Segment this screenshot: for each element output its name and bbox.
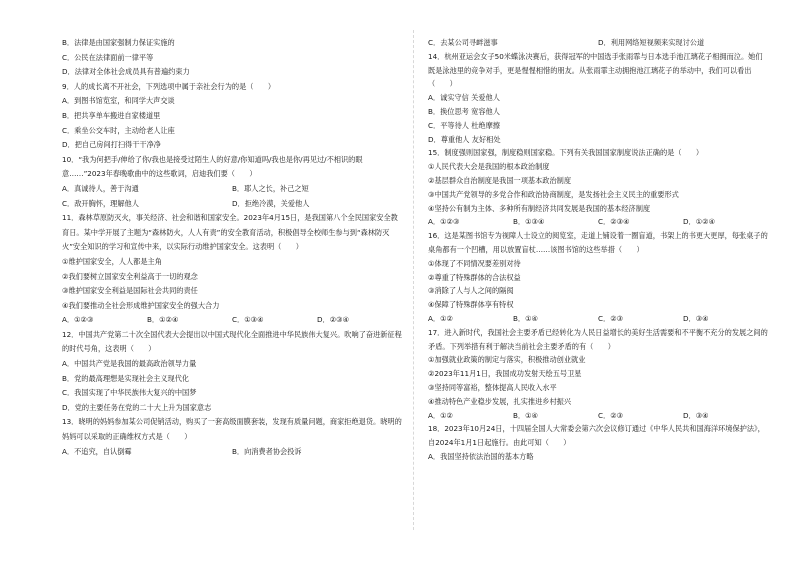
- q9-option-d: D．把自己房间打扫得干干净净: [62, 140, 161, 150]
- q14-stem: 14．杭州亚运会女子50米蝶泳决赛后，获得冠军的中国选手张雨霏与日本选手池江璃花子相拥而泣。她们既是泳池里的竞争对手，更是惺惺相惜的朋友。从张雨霏主动拥抱池江璃花子的举动中，我们可以看出（ ）: [428, 51, 763, 89]
- left-column: [62, 36, 402, 459]
- q16-options: [428, 312, 768, 326]
- q11-item-2: ②我们要树立国家安全利益高于一切的观念: [62, 271, 198, 281]
- q17-option-b: B．①④: [513, 410, 539, 420]
- q9-option-c: C．乘坐公交车时，主动给老人让座: [62, 125, 175, 135]
- q16-item-4: ④保障了特殊群体享有特权: [428, 300, 514, 310]
- q13-option-a: A．不追究，自认倒霉: [62, 446, 132, 456]
- q11-item-4: ④我们要推动全社会形成维护国家安全的强大合力: [62, 300, 220, 310]
- q11-item-3: ③维护国家安全利益是国际社会共同的责任: [62, 286, 198, 296]
- q9-option-a: A．到图书馆览室，和同学大声交谈: [62, 96, 175, 106]
- q11-options: [62, 313, 402, 328]
- q16-option-d: D．③④: [683, 313, 709, 323]
- q10-options-row1: [62, 182, 402, 197]
- q15-option-b: B．①③④: [513, 217, 545, 227]
- q15-option-c: C．②③④: [598, 217, 630, 227]
- q13-option-d: D．利用网络短视频来实现讨公道: [598, 38, 705, 47]
- q12-stem: 12．中国共产党第二十次全国代表大会提出以中国式现代化全面推进中华民族伟大复兴。吹响了奋进新征程的时代号角，这表明（ ）: [62, 329, 402, 354]
- q12-option-c: C．我国实现了中华民族伟大复兴的中国梦: [62, 388, 197, 398]
- q16-option-c: C．②③: [598, 313, 624, 323]
- q17-item-1: ①加强就业政策的制定与落实，积极推动创业就业: [428, 355, 586, 365]
- q15-stem: 15．制度强则国家强，制度稳则国家稳。下列有关我国国家制度说法正确的是（ ）: [428, 148, 704, 158]
- q11-option-c: C．①③④: [232, 315, 264, 325]
- q11-option-b: B．①②④: [147, 315, 179, 325]
- q10-option-a: A．真诚待人，善于沟通: [62, 183, 139, 193]
- q17-stem: 17．进入新时代，我国社会主要矛盾已经转化为人民日益增长的美好生活需要和不平衡不充分的发展之间的矛盾。下列举措有利于解决当前社会主要矛盾的有（ ）: [428, 327, 768, 351]
- q13-option-c: C．去某公司寻衅滋事: [428, 38, 498, 47]
- q13-options-row1: [62, 445, 402, 460]
- q16-item-2: ②尊重了特殊群体的合法权益: [428, 272, 521, 282]
- q12-option-b: B．党的最高理想是实现社会主义现代化: [62, 373, 190, 383]
- right-column: [428, 36, 768, 464]
- q9-stem: 9．人的成长离不开社会，下列选项中属于亲社会行为的是（ ）: [62, 81, 276, 91]
- q15-option-a: A．①②③: [428, 217, 460, 227]
- q17-option-c: C．②③: [598, 410, 624, 420]
- q11-option-d: D．②③④: [317, 315, 350, 325]
- q17-options: [428, 409, 768, 423]
- q10-options-row2: [62, 197, 402, 212]
- q16-item-1: ①体现了不同情况要差别对待: [428, 258, 521, 268]
- q14-option-b: B．换位思考 宽容他人: [428, 106, 500, 116]
- q18-stem: 18．2023年10月24日，十四届全国人大常委会第六次会议修订通过《中华人民共和国海洋环境保护法》，自2024年1月1日起施行。由此可知（ ）: [428, 424, 765, 448]
- q13-stem: 13．晓明的妈妈参加某公司促销活动，购买了一套高级面膜套装，发现有质量问题，商家拒绝退货。晓明的妈妈可以采取的正确维权方式是（ ）: [62, 417, 402, 442]
- q14-option-c: C．平等待人 杜绝摩擦: [428, 120, 500, 130]
- q17-item-4: ④推动特色产业稳步发展，扎实推进乡村振兴: [428, 396, 572, 406]
- q16-item-3: ③消除了人与人之间的隔阂: [428, 286, 514, 296]
- q18-option-a: A．我国坚持依法治国的基本方略: [428, 451, 534, 461]
- q13-options-row2: [428, 36, 768, 50]
- q15-item-1: ①人民代表大会是我国的根本政治制度: [428, 162, 550, 172]
- q12-option-a: A．中国共产党是我国的最高政治领导力量: [62, 359, 197, 369]
- q10-option-d: D．拒绝冷漠，关爱他人: [232, 198, 310, 208]
- q12-option-d: D．党的主要任务在党的二十大上升为国家意志: [62, 402, 212, 412]
- q8-option-d: D．法律对全体社会成员具有普遍约束力: [62, 67, 190, 77]
- q15-item-4: ④坚持公有制为主体、多种所有制经济共同发展是我国的基本经济制度: [428, 203, 651, 213]
- q8-option-b: B．法律是由国家强制力保证实施的: [62, 38, 175, 47]
- q11-item-1: ①维护国家安全，人人都是主角: [62, 256, 162, 266]
- q8-option-c: C．公民在法律面前一律平等: [62, 52, 154, 62]
- q13-option-b: B．向消费者协会投诉: [232, 446, 302, 456]
- q16-stem: 16．这是某图书馆专为视障人士设立的阅览室，走道上铺设着一圈盲道，书架上的书更大更厚，每张桌子的桌角都有一个凹槽，用以放置盲杖……该图书馆的这些举措（ ）: [428, 231, 768, 254]
- q17-item-3: ③坚持同等富裕，整体提高人民收入水平: [428, 382, 557, 392]
- q9-option-b: B．把共享单车搬进自家楼道里: [62, 110, 161, 120]
- q16-option-b: B．①④: [513, 313, 539, 323]
- q15-options: [428, 215, 768, 229]
- q14-option-d: D．尊重他人 友好相处: [428, 134, 501, 144]
- q15-option-d: D．①②④: [683, 217, 716, 227]
- q15-item-3: ③中国共产党领导的多党合作和政治协商制度，是发扬社会主义民主的重要形式: [428, 189, 679, 199]
- q16-option-a: A．①②: [428, 313, 453, 323]
- q10-option-c: C．敌开胸怀，理解他人: [62, 198, 139, 208]
- q17-option-a: A．①②: [428, 410, 453, 420]
- q10-stem: 10．“我为何把手/伸给了你/我也是接受过陌生人的好意/你知道吗/我也是你/再见过/不相识的眼意……”2023年春晚歌曲中的这些歌词，启迪我们要（ ）: [62, 154, 363, 179]
- column-divider: [413, 30, 414, 530]
- q14-option-a: A．诚实守信 关爱他人: [428, 93, 500, 103]
- q11-option-a: A．①②③: [62, 315, 94, 325]
- q15-item-2: ②基层群众自治制度是我国一项基本政治制度: [428, 175, 572, 185]
- q10-option-b: B．耶人之长，补己之短: [232, 183, 309, 193]
- q11-stem: 11．森林草原防灭火，事关经济、社会和谐和国家安全。2023年4月15日，是我国第八个全民国家安全教育日。某中学开展了主题为“森林防火，人人有责”的安全教育活动，积极倡导全校师生参与到“森林防灭火”安全知识的学习和宣传中来，以实际行动维护国家安全。这表明（ ）: [62, 213, 398, 252]
- q17-item-2: ②2023年11月1日，我国成功发射天绘五号卫星: [428, 369, 582, 379]
- q17-option-d: D．③④: [683, 410, 709, 420]
